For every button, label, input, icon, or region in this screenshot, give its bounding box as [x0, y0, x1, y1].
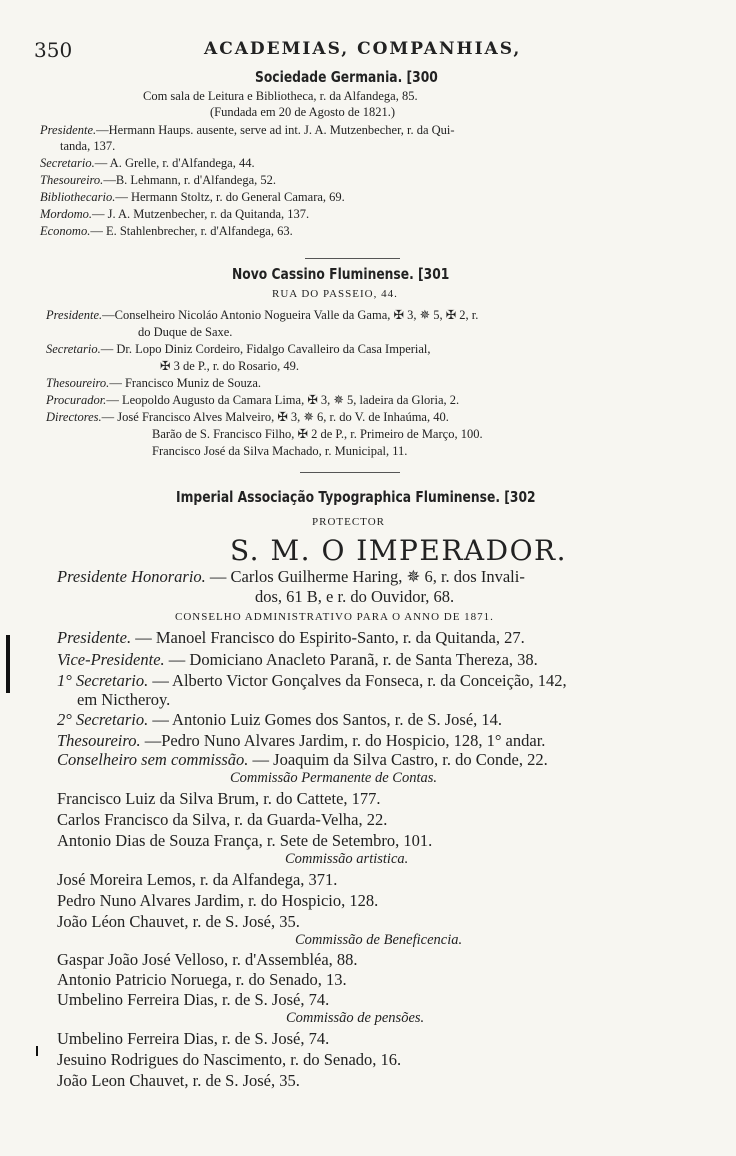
germania-entry — [40, 174, 276, 187]
cassino-entry — [46, 343, 431, 356]
cassino-heading: Novo Cassino Fluminense. [301 — [232, 265, 450, 283]
germania-line: (Fundada em 20 de Agosto de 1821.) — [210, 105, 396, 119]
commission-member: Francisco Luiz da Silva Brum, r. do Cattete, 177. — [57, 789, 381, 808]
germania-line: Com sala de Leitura e Bibliotheca, r. da Alfandega, 85. — [143, 89, 418, 103]
germania-entry — [40, 124, 455, 137]
entry-text: — Hermann Stoltz, r. do General Camara, 69. — [115, 190, 345, 204]
protector-name: S. M. O IMPERADOR. — [230, 534, 568, 567]
entry-text: dos, 61 B, e r. do Ouvidor, 68. — [255, 587, 455, 606]
cassino-entry — [152, 428, 483, 441]
council-entry — [77, 692, 170, 709]
cassino-entry — [152, 445, 407, 458]
entry-text: — Carlos Guilherme Haring, ✵ 6, r. dos Invali- — [209, 567, 525, 586]
commission-member: Jesuino Rodrigues do Nascimento, r. do Senado, 16. — [57, 1050, 402, 1069]
entry-text: —Conselheiro Nicoláo Antonio Nogueira Valle da Gama, ✠ 3, ✵ 5, ✠ 2, r. — [102, 308, 479, 322]
entry-text: —Hermann Haups. ausente, serve ad int. J. A. Mutzenbecher, r. da Qui- — [96, 123, 455, 137]
role-label: Thesoureiro. — [40, 173, 104, 187]
entry-text: tanda, 137. — [60, 139, 116, 153]
entry-text: ✠ 3 de P., r. do Rosario, 49. — [160, 359, 299, 373]
role-label: Presidente. — [40, 123, 97, 137]
role-label: Presidente Honorario. — [57, 567, 206, 586]
council-entry — [57, 733, 545, 750]
germania-entry — [60, 140, 115, 153]
role-label: Mordomo. — [40, 207, 92, 221]
cassino-entry — [46, 411, 449, 424]
entry-text: — J. A. Mutzenbecher, r. da Quitanda, 137. — [91, 207, 310, 221]
entry-text: — E. Stahlenbrecher, r. d'Alfandega, 63. — [90, 224, 293, 238]
entry-text: — José Francisco Alves Malveiro, ✠ 3, ✵ 6, r. do V. de Inhaúma, 40. — [101, 410, 449, 424]
germania-entry — [40, 157, 255, 170]
entry-text: — Manoel Francisco do Espirito-Santo, r. da Quitanda, 27. — [135, 628, 525, 647]
cassino-entry — [46, 377, 261, 390]
commission-title: Commissão de pensões. — [286, 1010, 425, 1026]
council-entry — [57, 752, 548, 769]
role-label: Directores. — [46, 410, 102, 424]
cassino-entry — [46, 309, 478, 322]
role-label: Procurador. — [46, 393, 107, 407]
commission-title: Commissão artistica. — [285, 851, 409, 867]
commission-member: Umbelino Ferreira Dias, r. de S. José, 74. — [57, 990, 330, 1009]
commission-member: João Leon Chauvet, r. de S. José, 35. — [57, 1071, 300, 1090]
entry-text: — Francisco Muniz de Souza. — [109, 376, 262, 390]
council-entry — [57, 652, 538, 669]
section-divider — [305, 258, 400, 259]
entry-text: Barão de S. Francisco Filho, ✠ 2 de P., r. Primeiro de Março, 100. — [152, 427, 483, 441]
role-label: 1° Secretario. — [57, 671, 149, 690]
role-label: Economo. — [40, 224, 91, 238]
cassino-address: RUA DO PASSEIO, 44. — [272, 288, 398, 300]
entry-text: —B. Lehmann, r. d'Alfandega, 52. — [103, 173, 277, 187]
commission-member: Pedro Nuno Alvares Jardim, r. do Hospicio, 128. — [57, 891, 379, 910]
commission-member: José Moreira Lemos, r. da Alfandega, 371. — [57, 870, 338, 889]
honorary-entry — [57, 569, 525, 586]
entry-text: —Pedro Nuno Alvares Jardim, r. do Hospicio, 128, 1° andar. — [144, 731, 546, 750]
entry-text: — Alberto Victor Gonçalves da Fonseca, r. da Conceição, 142, — [152, 671, 567, 690]
section-divider — [300, 472, 400, 473]
entry-text: em Nictheroy. — [77, 690, 171, 709]
role-label: Secretario. — [46, 342, 101, 356]
scan-mark — [6, 635, 10, 693]
entry-text: — Leopoldo Augusto da Camara Lima, ✠ 3, ✵ 5, ladeira da Gloria, 2. — [106, 393, 460, 407]
typographica-heading: Imperial Associação Typographica Fluminense. [302 — [176, 488, 536, 506]
entry-text: — Antonio Luiz Gomes dos Santos, r. de S. José, 14. — [152, 710, 503, 729]
page-number: 350 — [34, 38, 73, 62]
cassino-entry — [138, 326, 232, 339]
commission-member: João Léon Chauvet, r. de S. José, 35. — [57, 912, 300, 931]
commission-member: Umbelino Ferreira Dias, r. de S. José, 74. — [57, 1029, 330, 1048]
role-label: Secretario. — [40, 156, 95, 170]
cassino-entry — [46, 394, 459, 407]
germania-entry — [40, 191, 345, 204]
scan-mark — [36, 1046, 38, 1056]
role-label: Presidente. — [46, 308, 103, 322]
entry-text: Francisco José da Silva Machado, r. Municipal, 11. — [152, 444, 408, 458]
entry-text: — Domiciano Anacleto Paranã, r. de Santa Thereza, 38. — [168, 650, 538, 669]
commission-member: Gaspar João José Velloso, r. d'Assembléa, 88. — [57, 950, 358, 969]
honorary-entry — [255, 589, 454, 606]
germania-heading: Sociedade Germania. [300 — [255, 68, 438, 86]
commission-title: Commissão Permanente de Contas. — [230, 770, 438, 786]
entry-text: — A. Grelle, r. d'Alfandega, 44. — [94, 156, 255, 170]
running-head: ACADEMIAS, COMPANHIAS, — [204, 39, 522, 59]
council-entry — [57, 673, 567, 690]
role-label: Bibliothecario. — [40, 190, 116, 204]
role-label: 2° Secretario. — [57, 710, 149, 729]
role-label: Thesoureiro. — [46, 376, 110, 390]
council-heading: CONSELHO ADMINISTRATIVO PARA O ANNO DE 1871. — [175, 611, 494, 623]
commission-member: Carlos Francisco da Silva, r. da Guarda-Velha, 22. — [57, 810, 388, 829]
germania-entry — [40, 208, 309, 221]
entry-text: do Duque de Saxe. — [138, 325, 233, 339]
commission-title: Commissão de Beneficencia. — [295, 932, 463, 948]
entry-text: — Dr. Lopo Diniz Cordeiro, Fidalgo Cavalleiro da Casa Imperial, — [100, 342, 431, 356]
protector-label: PROTECTOR — [312, 516, 385, 528]
germania-entry — [40, 225, 293, 238]
role-label: Presidente. — [57, 628, 132, 647]
commission-member: Antonio Dias de Souza França, r. Sete de Setembro, 101. — [57, 831, 433, 850]
role-label: Vice-Presidente. — [57, 650, 165, 669]
council-entry — [57, 712, 502, 729]
role-label: Conselheiro sem commissão. — [57, 750, 249, 769]
cassino-entry — [160, 360, 299, 373]
council-entry — [57, 630, 525, 647]
entry-text: — Joaquim da Silva Castro, r. do Conde, 22. — [252, 750, 548, 769]
commission-member: Antonio Patricio Noruega, r. do Senado, 13. — [57, 970, 347, 989]
role-label: Thesoureiro. — [57, 731, 141, 750]
